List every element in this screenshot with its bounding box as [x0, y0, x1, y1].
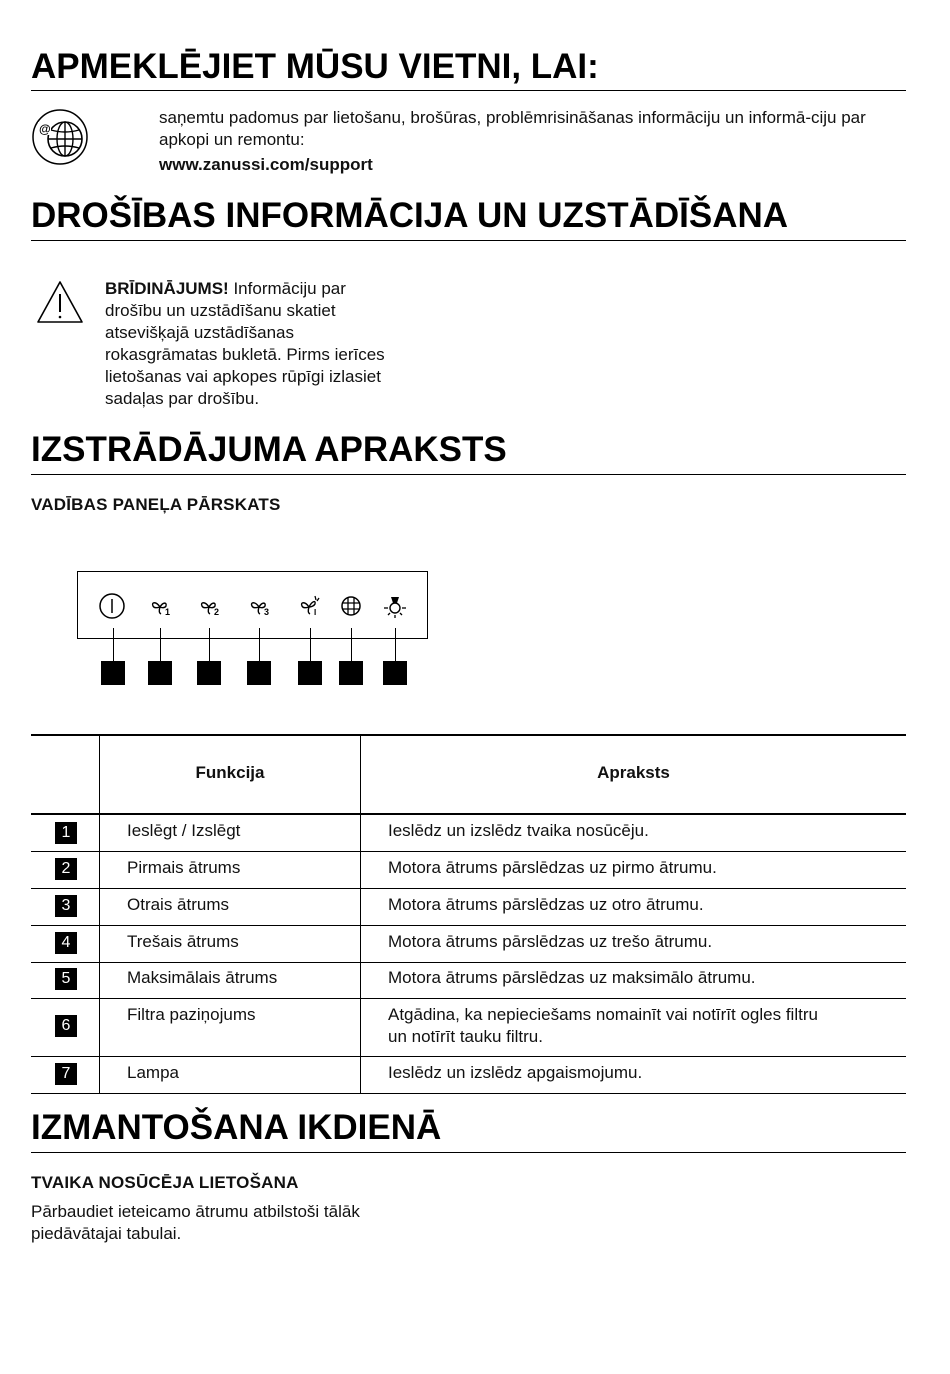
callout-line — [209, 628, 210, 662]
row-description-continued: un notīrīt tauku filtru. — [388, 1027, 543, 1046]
fan-speed-3-icon — [246, 592, 276, 620]
warning-line: rokasgrāmatas bukletā. Pirms ierīces — [105, 345, 385, 364]
table-header-function: Funkcija — [195, 763, 265, 782]
callout-marker — [197, 661, 221, 685]
warning-line: lietošanas vai apkopes rūpīgi izlasiet — [105, 367, 381, 386]
row-description: Motora ātrums pārslēdzas uz otro ātrumu. — [388, 895, 704, 914]
table-row-divider — [31, 962, 906, 963]
row-description: Motora ātrums pārslēdzas uz trešo ātrumu. — [388, 932, 713, 951]
svg-text:2: 2 — [214, 607, 220, 617]
row-description: Ieslēdz un izslēdz apgaismojumu. — [388, 1063, 643, 1082]
divider — [31, 240, 906, 241]
table-header-description: Apraksts — [597, 763, 670, 782]
callout-marker — [247, 661, 271, 685]
callout-marker — [383, 661, 407, 685]
row-description: Motora ātrums pārslēdzas uz pirmo ātrumu. — [388, 858, 717, 877]
row-number-badge: 4 — [55, 932, 77, 954]
table-border — [99, 734, 100, 1093]
row-number-badge: 5 — [55, 968, 77, 990]
table-bottom-border — [31, 1093, 906, 1094]
row-number-badge: 3 — [55, 895, 77, 917]
lamp-icon — [380, 592, 410, 620]
row-description: Motora ātrums pārslēdzas uz maksimālo ātrumu. — [388, 968, 756, 987]
table-row-divider — [31, 888, 906, 889]
table-border — [31, 734, 906, 736]
fan-speed-2-icon — [196, 592, 226, 620]
power-icon — [97, 592, 127, 620]
svg-text:3: 3 — [264, 607, 270, 617]
section-title-safety: DROŠĪBAS INFORMĀCIJA UN UZSTĀDĪŠANA — [31, 196, 789, 235]
table-row-divider — [31, 998, 906, 999]
table-border — [360, 734, 361, 1093]
callout-line — [160, 628, 161, 662]
section-title-product-description: IZSTRĀDĀJUMA APRAKSTS — [31, 430, 507, 469]
warning-line: atsevišķajā uzstādīšanas — [105, 323, 294, 342]
callout-marker — [101, 661, 125, 685]
row-function: Trešais ātrums — [127, 932, 239, 951]
fan-max-icon — [296, 592, 326, 620]
svg-text:@: @ — [39, 122, 51, 136]
svg-text:I: I — [314, 608, 317, 617]
warning-line: Informāciju par — [228, 279, 346, 298]
divider — [31, 474, 906, 475]
table-row-divider — [31, 925, 906, 926]
svg-text:1: 1 — [165, 607, 171, 617]
table-row-divider — [31, 851, 906, 852]
callout-line — [351, 628, 352, 662]
hood-usage-subtitle: TVAIKA NOSŪCĒJA LIETOŠANA — [31, 1173, 299, 1192]
control-panel-diagram — [77, 571, 428, 639]
warning-line: drošību un uzstādīšanu skatiet — [105, 301, 336, 320]
warning-triangle-icon — [35, 279, 85, 325]
divider — [31, 1152, 906, 1153]
callout-line — [310, 628, 311, 662]
filter-grid-icon — [336, 592, 366, 620]
safety-warning-text — [105, 278, 435, 410]
section-title-daily-use: IZMANTOŠANA IKDIENĀ — [31, 1108, 442, 1147]
callout-line — [259, 628, 260, 662]
control-panel-subtitle: VADĪBAS PANEĻA PĀRSKATS — [31, 495, 281, 514]
website-intro-text: saņemtu padomus par lietošanu, brošūras, problēmrisināšanas informāciju un informā-ciju par apkopi un remontu: — [159, 108, 866, 149]
web-globe-icon — [30, 108, 90, 166]
row-function: Pirmais ātrums — [127, 858, 241, 877]
callout-marker — [148, 661, 172, 685]
row-number-badge: 2 — [55, 858, 77, 880]
callout-marker — [339, 661, 363, 685]
row-function: Otrais ātrums — [127, 895, 230, 914]
usage-line: Pārbaudiet ieteicamo ātrumu atbilstoši tālāk — [31, 1202, 360, 1221]
table-border — [31, 813, 906, 815]
row-number-badge: 1 — [55, 822, 77, 844]
row-number-badge: 7 — [55, 1063, 77, 1085]
table-row-divider — [31, 1056, 906, 1057]
row-function: Filtra paziņojums — [127, 1005, 256, 1024]
usage-line: piedāvātajai tabulai. — [31, 1224, 182, 1243]
callout-line — [113, 628, 114, 662]
section-title-website: APMEKLĒJIET MŪSU VIETNI, LAI: — [31, 47, 599, 86]
warning-line: sadaļas par drošību. — [105, 389, 260, 408]
callout-marker — [298, 661, 322, 685]
divider — [31, 90, 906, 91]
row-description: Ieslēdz un izslēdz tvaika nosūcēju. — [388, 821, 649, 840]
row-description: Atgādina, ka nepieciešams nomainīt vai notīrīt ogles filtru — [388, 1005, 818, 1024]
support-url-link[interactable]: www.zanussi.com/support — [159, 155, 373, 174]
callout-line — [395, 628, 396, 662]
warning-label: BRĪDINĀJUMS! — [105, 279, 229, 298]
fan-speed-1-icon — [147, 592, 177, 620]
row-number-badge: 6 — [55, 1015, 77, 1037]
row-function: Maksimālais ātrums — [127, 968, 278, 987]
row-function: Ieslēgt / Izslēgt — [127, 821, 241, 840]
hood-usage-text — [31, 1201, 451, 1245]
row-function: Lampa — [127, 1063, 179, 1082]
